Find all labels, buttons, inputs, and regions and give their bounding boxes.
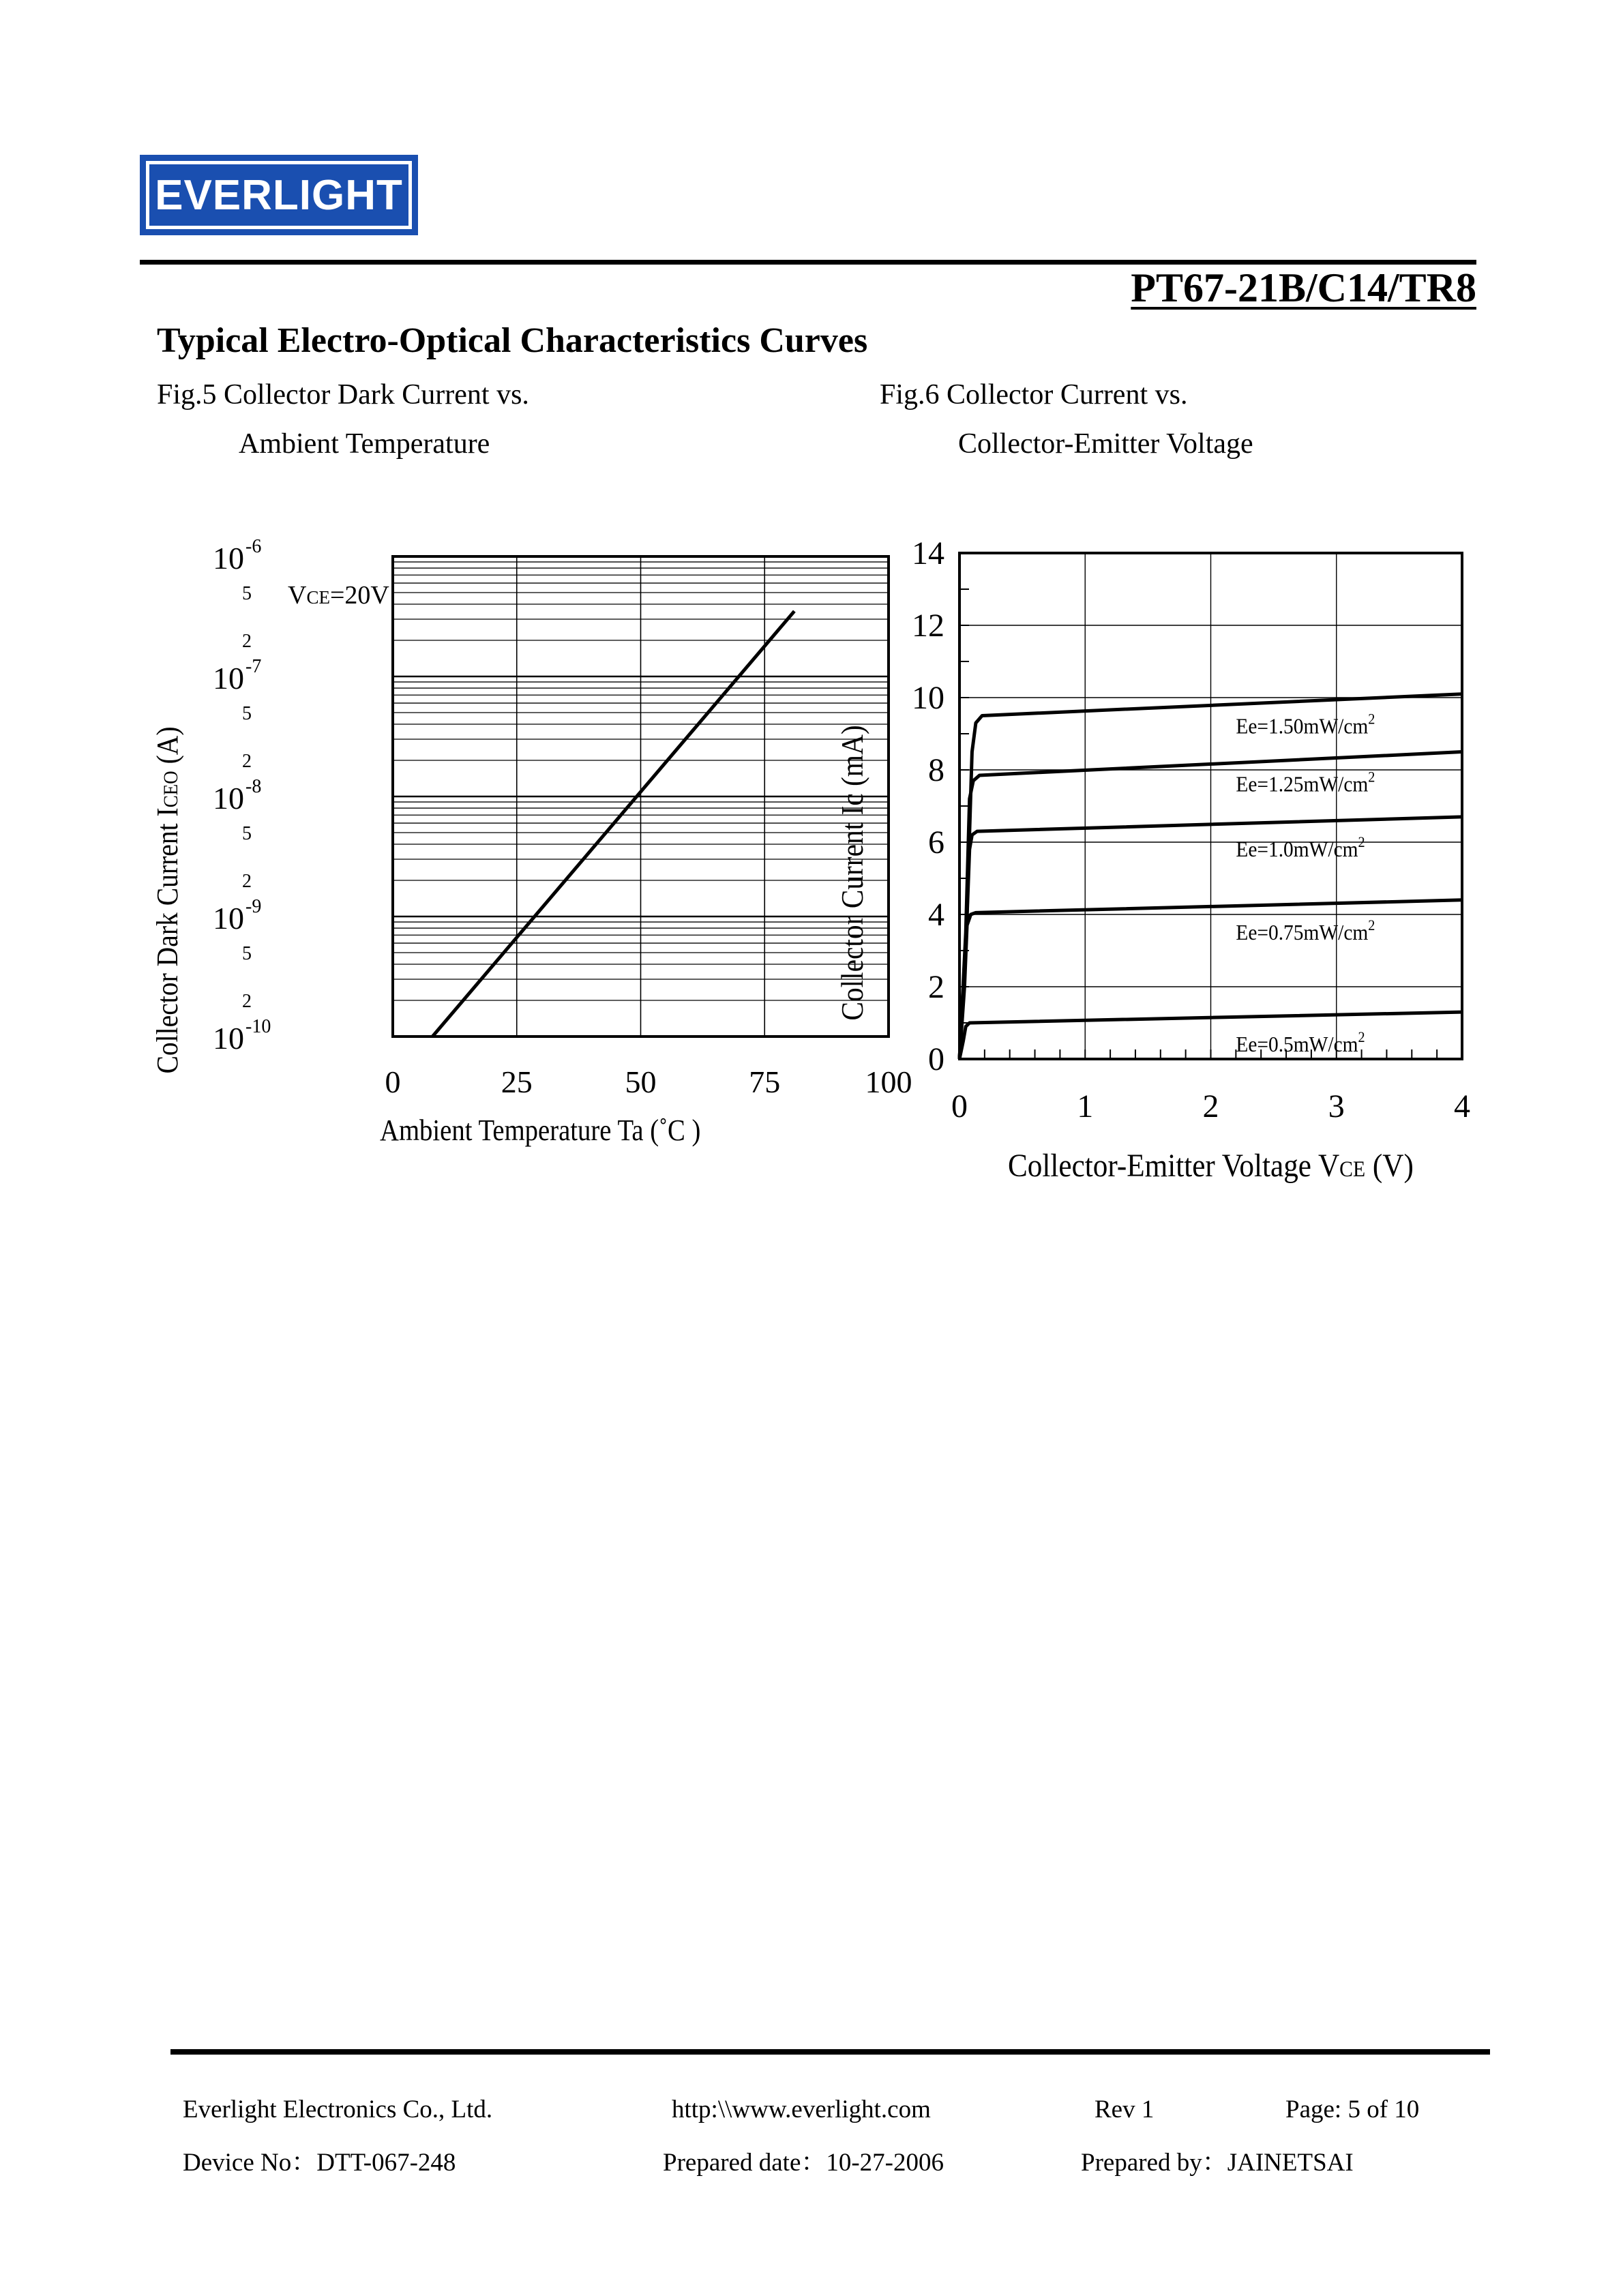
footer-page-number: Page: 5 of 10 bbox=[1285, 2096, 1420, 2123]
fig6-series-label-exponent: 2 bbox=[1358, 1028, 1365, 1046]
fig5-y-minor-label: 5 bbox=[242, 942, 252, 964]
fig5-y-decade-label: 10 bbox=[213, 541, 244, 576]
fig5-y-minor-label: 2 bbox=[242, 871, 252, 893]
footer-website-link[interactable]: http:\\www.everlight.com bbox=[672, 2096, 931, 2123]
fig6-grid bbox=[959, 553, 1462, 1059]
footer-prepared-by: Prepared by：JAINETSAI bbox=[1081, 2149, 1354, 2177]
fig5-caption-line2: Ambient Temperature bbox=[239, 428, 490, 460]
fig5-annotation-sub: CE bbox=[306, 587, 330, 608]
fig5-x-tick-label: 25 bbox=[501, 1064, 533, 1099]
fig5-y-decade-label: 10 bbox=[213, 901, 244, 936]
fig5-y-minor-label: 2 bbox=[242, 751, 252, 773]
fig5-y-minor-label: 2 bbox=[242, 631, 252, 653]
fig5-ylabel-sub: CEO bbox=[160, 771, 183, 808]
footer-device-no: Device No：DTT-067-248 bbox=[183, 2149, 456, 2177]
fig6-series-label-exponent: 2 bbox=[1368, 710, 1375, 728]
fig6-series-label-exponent: 2 bbox=[1368, 768, 1375, 786]
fig5-y-decade-label: 10 bbox=[213, 661, 244, 696]
fig6-y-tick-label: 12 bbox=[912, 608, 944, 644]
fig5-annotation-v: V bbox=[288, 581, 307, 610]
fig5-annotation-rest: =20V bbox=[329, 581, 389, 610]
fig5-y-minor-label: 5 bbox=[242, 582, 252, 604]
fig6-series-label-exponent: 2 bbox=[1358, 833, 1365, 851]
footer-revision: Rev 1 bbox=[1095, 2096, 1155, 2123]
fig5-x-tick-label: 100 bbox=[865, 1064, 912, 1099]
fig6-series-label-name: Ee=1.50mW/cm bbox=[1236, 714, 1369, 739]
header-divider bbox=[140, 260, 1476, 265]
fig6-series-label bbox=[1236, 769, 1375, 796]
fig5-tick-labels bbox=[213, 536, 912, 1099]
fig6-series-label bbox=[1236, 711, 1375, 739]
fig6-y-tick-label: 8 bbox=[928, 752, 944, 788]
fig5-y-decade-exponent: -10 bbox=[245, 1016, 271, 1037]
fig5-ylabel-main: Collector Dark Current I bbox=[151, 807, 185, 1074]
fig6-caption-line2: Collector-Emitter Voltage bbox=[958, 428, 1253, 460]
fig5-y-axis-label bbox=[151, 726, 184, 1073]
fig6-series-label-name: Ee=1.0mW/cm bbox=[1236, 837, 1358, 862]
fig6-x-axis-label bbox=[1008, 1147, 1414, 1184]
fig6-series-label bbox=[1236, 1028, 1365, 1056]
fig5-y-decade-label: 10 bbox=[213, 781, 244, 816]
fig6-y-axis-label: Collector Current Ic (mA) bbox=[835, 725, 870, 1021]
section-title: Typical Electro-Optical Characteristics Curves bbox=[157, 321, 868, 360]
logo-text: EVERLIGHT bbox=[146, 161, 412, 229]
fig5-x-tick-label: 50 bbox=[625, 1064, 657, 1099]
fig5-y-decade-exponent: -9 bbox=[245, 896, 262, 917]
everlight-logo bbox=[140, 155, 418, 235]
fig6-series-label-name: Ee=0.75mW/cm bbox=[1236, 920, 1369, 945]
fig5-y-decade-exponent: -7 bbox=[245, 656, 262, 677]
fig6-xlabel-sub: CE bbox=[1339, 1156, 1366, 1182]
fig5-vce-annotation bbox=[288, 581, 389, 610]
footer-divider bbox=[170, 2049, 1490, 2055]
fig6-series-label-exponent: 2 bbox=[1368, 916, 1375, 934]
fig6-x-tick-label: 2 bbox=[1202, 1088, 1219, 1124]
fig5-y-decade-exponent: -6 bbox=[245, 536, 262, 557]
fig6-caption-line1: Fig.6 Collector Current vs. bbox=[880, 379, 1188, 411]
fig5-y-decade-exponent: -8 bbox=[245, 776, 262, 797]
fig6-series-label-name: Ee=1.25mW/cm bbox=[1236, 772, 1369, 796]
fig5-series bbox=[432, 611, 794, 1037]
fig5-caption-line1: Fig.5 Collector Dark Current vs. bbox=[157, 379, 529, 411]
fig6-y-tick-label: 6 bbox=[928, 824, 944, 861]
fig5-y-minor-label: 5 bbox=[242, 822, 252, 844]
fig6-series-label bbox=[1236, 916, 1375, 944]
fig6-xlabel-unit: (V) bbox=[1365, 1146, 1414, 1184]
fig5-y-decade-label: 10 bbox=[213, 1021, 244, 1056]
footer-prepared-date: Prepared date：10-27-2006 bbox=[663, 2149, 944, 2177]
fig6-x-tick-label: 0 bbox=[951, 1088, 968, 1124]
fig6-collector-current-chart bbox=[818, 518, 1500, 1193]
fig6-y-tick-label: 0 bbox=[928, 1041, 944, 1077]
fig5-grid bbox=[393, 556, 889, 1037]
fig6-series-label bbox=[1236, 833, 1365, 861]
fig5-x-tick-label: 75 bbox=[749, 1064, 781, 1099]
footer-company: Everlight Electronics Co., Ltd. bbox=[183, 2096, 493, 2123]
fig6-x-tick-label: 4 bbox=[1454, 1088, 1470, 1124]
fig6-x-tick-label: 3 bbox=[1328, 1088, 1345, 1124]
fig5-y-minor-label: 5 bbox=[242, 702, 252, 724]
fig6-series-label-name: Ee=0.5mW/cm bbox=[1236, 1032, 1358, 1057]
part-number: PT67-21B/C14/TR8 bbox=[1131, 265, 1476, 310]
fig6-x-tick-label: 1 bbox=[1077, 1088, 1094, 1124]
fig6-y-tick-label: 10 bbox=[912, 680, 944, 716]
fig5-y-minor-label: 2 bbox=[242, 991, 252, 1013]
fig5-x-tick-label: 0 bbox=[385, 1064, 401, 1099]
fig6-xlabel-main: Collector-Emitter Voltage V bbox=[1008, 1146, 1340, 1184]
fig5-series-line bbox=[432, 611, 794, 1037]
fig6-y-tick-label: 14 bbox=[912, 535, 944, 571]
fig5-ylabel-unit: (A) bbox=[151, 726, 185, 771]
fig5-x-axis-label: Ambient Temperature Ta (˚C ) bbox=[380, 1113, 701, 1147]
fig6-y-tick-label: 2 bbox=[928, 969, 944, 1005]
fig6-y-tick-label: 4 bbox=[928, 897, 944, 933]
